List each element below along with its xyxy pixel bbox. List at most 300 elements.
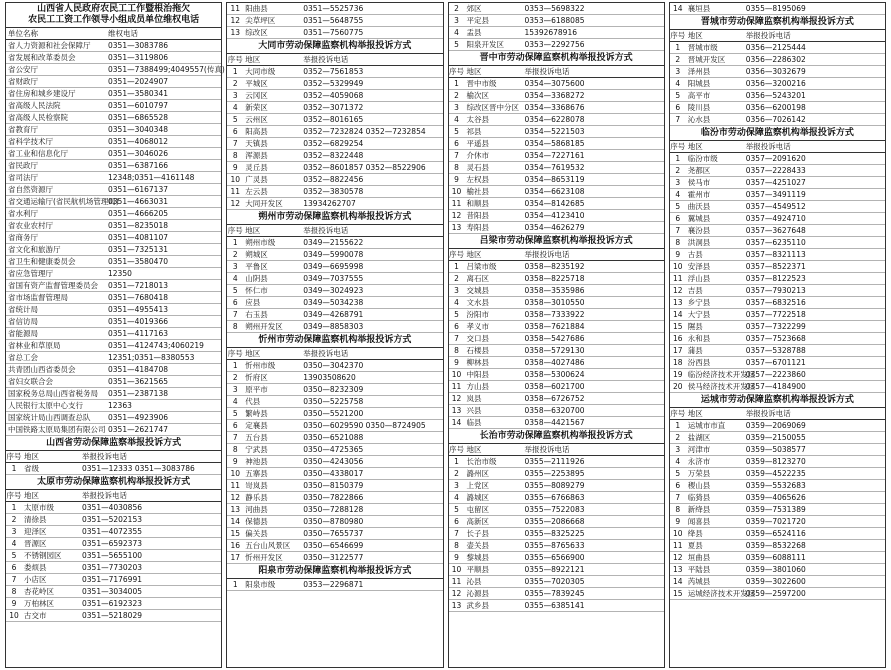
row-phone: 0351—5218029 (82, 611, 142, 620)
row-phone: 0349—4268791 (303, 310, 364, 319)
row-area: 灵石县 (466, 163, 489, 172)
row-area: 洪洞县 (687, 238, 711, 247)
row-phone: 0355—6766863 (524, 493, 585, 502)
row-area: 太谷县 (466, 115, 489, 124)
row-area: 平顺县 (466, 565, 489, 574)
table-row (449, 297, 664, 309)
table-row (6, 40, 221, 52)
row-phone: 0354—3075600 (524, 79, 585, 88)
header-number: 序号 (6, 491, 22, 500)
row-number: 6 (232, 298, 238, 307)
table-row (449, 273, 664, 285)
row-area: 高平市 (687, 91, 711, 100)
row-area: 文水县 (466, 298, 489, 307)
row-phone: 0352—8601857 0352—8522906 (303, 163, 426, 172)
table-row (227, 309, 442, 321)
row-area: 运城市市直 (687, 421, 726, 430)
table-row (449, 492, 664, 504)
row-number: 1 (11, 503, 17, 512)
row-number: 11 (672, 274, 683, 283)
header-number: 序号 (6, 452, 22, 461)
table-row (6, 244, 221, 256)
table-row (449, 456, 664, 468)
row-number: 11 (230, 481, 241, 490)
row-phone: 0357—4549512 (745, 202, 806, 211)
table-row (227, 186, 442, 198)
row-number: 3 (454, 103, 459, 112)
row-phone: 0355—6385141 (524, 601, 585, 610)
row-area: 临汾市级 (687, 154, 718, 163)
row-area: 汾西县 (687, 358, 711, 367)
table-row (449, 540, 664, 552)
row-number: 10 (230, 175, 241, 184)
row-phone: 0359—3022600 (745, 577, 806, 586)
row-phone: 0351—4955413 (108, 305, 168, 314)
row-phone: 0354—7227161 (524, 151, 585, 160)
shuozhou-header (227, 225, 442, 237)
row-phone: 0350—6029590 0350—8724905 (303, 421, 426, 430)
row-area: 大宁县 (687, 310, 711, 319)
row-area: 静乐县 (245, 493, 268, 502)
row-area: 浑源县 (245, 151, 268, 160)
row-phone: 0356—6200198 (745, 103, 806, 112)
row-area: 阳曲县 (245, 4, 268, 13)
row-area: 闻喜县 (687, 517, 711, 526)
row-number: 2 (454, 91, 459, 100)
table-row (6, 400, 221, 412)
row-number: 8 (232, 445, 238, 454)
row-area: 屯留区 (466, 505, 489, 514)
row-area: 寿阳县 (466, 223, 489, 232)
table-row (449, 78, 664, 90)
row-area: 五台山风景区 (245, 541, 291, 550)
row-number: 7 (675, 226, 681, 235)
row-area: 晋城市级 (687, 43, 718, 52)
table-row (227, 360, 442, 372)
datong-header (227, 54, 442, 66)
table-row (227, 3, 442, 15)
province-block (6, 436, 221, 475)
row-number: 7 (232, 433, 238, 442)
row-phone: 0355—8325225 (524, 529, 585, 538)
taiyuan-title: 太原市劳动保障监察机构举报投诉方式 (6, 475, 221, 490)
row-phone: 0352—8322448 (303, 151, 364, 160)
row-number: 4 (232, 103, 238, 112)
header-area: 地区 (687, 409, 703, 418)
table-row (227, 480, 442, 492)
row-area: 临猗县 (687, 493, 711, 502)
row-phone: 0358—4421567 (524, 418, 585, 427)
row-number: 6 (454, 322, 459, 331)
row-area: 临汾经济技术开发区 (687, 370, 756, 379)
row-number: 6 (11, 563, 17, 572)
header-area: 地区 (687, 31, 703, 40)
row-phone: 0351—4923906 (108, 413, 168, 422)
row-phone: 0355—7839245 (524, 589, 585, 598)
row-area: 偏关县 (245, 529, 268, 538)
row-unit-name: 省高级人民检察院 (8, 113, 68, 122)
row-area: 大同市级 (245, 67, 276, 76)
row-phone: 0352—7561853 (303, 67, 364, 76)
lvliang-header (449, 249, 664, 261)
row-number: 8 (232, 322, 238, 331)
row-phone: 0351—3621565 (108, 377, 168, 386)
header-phone: 举报投诉电话 (524, 445, 570, 454)
row-number: 14 (672, 577, 683, 586)
row-area: 潞州区 (466, 469, 489, 478)
member-units-block (6, 3, 225, 436)
row-number: 2 (675, 166, 681, 175)
row-unit-name: 省水利厅 (8, 209, 38, 218)
row-area: 高新区 (466, 517, 489, 526)
row-area: 永和县 (687, 334, 711, 343)
header-phone: 举报投诉电话 (524, 250, 570, 259)
row-unit-name: 省科学技术厅 (8, 137, 53, 146)
row-number: 6 (675, 103, 681, 112)
row-number: 6 (454, 517, 459, 526)
header-area: 地区 (687, 142, 703, 151)
row-number: 4 (454, 298, 459, 307)
row-area: 沁源县 (466, 589, 489, 598)
row-number: 4 (675, 190, 681, 199)
table-row (227, 114, 442, 126)
table-row (670, 90, 885, 102)
member-units-title (6, 3, 221, 28)
row-phone: 0350—4338017 (303, 469, 364, 478)
table-row (449, 516, 664, 528)
row-number: 3 (675, 445, 681, 454)
row-area: 交口县 (466, 334, 489, 343)
table-row (449, 552, 664, 564)
header-phone: 维权电话 (108, 29, 138, 38)
row-area: 怀仁市 (245, 286, 268, 295)
row-phone: 0351—2621747 (108, 425, 168, 434)
table-row (6, 100, 221, 112)
row-area: 介休市 (466, 151, 489, 160)
jinzhong-header (449, 66, 664, 78)
row-phone: 0358—7621884 (524, 322, 585, 331)
table-row (6, 388, 221, 400)
row-phone: 0354—3368676 (524, 103, 585, 112)
row-number: 3 (232, 91, 238, 100)
row-phone: 0351—3034005 (82, 587, 142, 596)
row-area: 汾阳市 (466, 310, 489, 319)
row-unit-name: 省市场监督管理局 (8, 293, 68, 302)
row-number: 1 (232, 238, 238, 247)
row-phone: 0356—7026142 (745, 115, 806, 124)
table-row (227, 198, 442, 210)
table-row (227, 261, 442, 273)
row-area: 阳泉开发区 (466, 40, 504, 49)
table-row (670, 444, 885, 456)
row-phone: 0355—8089279 (524, 481, 585, 490)
row-number: 4 (454, 493, 459, 502)
header-phone: 举报投诉电话 (82, 452, 127, 461)
table-row (227, 174, 442, 186)
row-area: 吕梁市级 (466, 262, 497, 271)
row-phone: 0352—8822456 (303, 175, 364, 184)
table-row (227, 90, 442, 102)
row-number: 11 (451, 382, 462, 391)
row-number: 9 (675, 517, 681, 526)
header-number: 序号 (227, 349, 243, 358)
row-phone: 0351—4068012 (108, 137, 168, 146)
row-area: 山阴县 (245, 274, 268, 283)
row-number: 7 (232, 310, 238, 319)
taiyuan-block (6, 475, 221, 622)
province-header (6, 451, 221, 463)
table-row (670, 42, 885, 54)
table-row (227, 297, 442, 309)
table-row (670, 249, 885, 261)
table-row (227, 372, 442, 384)
row-number: 16 (672, 334, 683, 343)
row-phone: 0350—6521088 (303, 433, 364, 442)
row-unit-name: 省商务厅 (8, 233, 38, 242)
row-area: 晋源区 (24, 539, 47, 548)
yangquan-block (227, 564, 442, 591)
row-area: 阳泉市级 (245, 580, 276, 589)
row-area: 翼城县 (687, 214, 711, 223)
row-phone: 0350—5225758 (303, 397, 364, 406)
row-unit-name: 省总工会 (8, 353, 38, 362)
row-number: 12 (451, 211, 462, 220)
row-phone: 0351—3119806 (108, 53, 168, 62)
row-area: 盐湖区 (687, 433, 711, 442)
row-area: 繁峙县 (245, 409, 268, 418)
shuozhou-block (227, 210, 442, 333)
table-row (227, 321, 442, 333)
row-phone: 0358—3535986 (524, 286, 585, 295)
row-number: 7 (675, 115, 681, 124)
row-unit-name: 省林业和草原局 (8, 341, 61, 350)
row-phone: 0355—8195069 (745, 4, 806, 13)
row-area: 代县 (245, 397, 261, 406)
table-row (6, 256, 221, 268)
row-area: 方山县 (466, 382, 489, 391)
row-phone: 0355—2253895 (524, 469, 585, 478)
row-phone: 0353—5698322 (524, 4, 585, 13)
header-phone: 举报投诉电话 (745, 31, 791, 40)
row-number: 2 (454, 4, 459, 13)
member-units-title-line-1: 山西省人民政府农民工工作暨根治拖欠 (37, 4, 191, 14)
row-phone: 0354—4626279 (524, 223, 585, 232)
row-area: 朔州开发区 (245, 322, 283, 331)
row-number: 8 (454, 163, 459, 172)
table-row (449, 27, 664, 39)
row-number: 5 (454, 40, 459, 49)
row-phone: 0351—7218013 (108, 281, 168, 290)
row-phone: 12348;0351—4161148 (108, 173, 195, 182)
row-phone: 0351—5648755 (303, 16, 364, 25)
table-row (6, 586, 221, 598)
table-row (6, 598, 221, 610)
table-row (449, 261, 664, 273)
row-phone: 0351—8235018 (108, 221, 168, 230)
row-phone: 0358—4027486 (524, 358, 585, 367)
row-number: 1 (454, 79, 459, 88)
row-unit-name: 省妇女联合会 (8, 377, 53, 386)
row-area: 襄汾县 (687, 226, 711, 235)
header-area: 地区 (24, 491, 39, 500)
row-area: 侯马市 (687, 178, 711, 187)
row-area: 沁水县 (687, 115, 711, 124)
row-number: 10 (672, 529, 683, 538)
row-area: 云冈区 (245, 91, 268, 100)
row-phone: 0350—4725365 (303, 445, 364, 454)
table-row (6, 160, 221, 172)
table-row (670, 273, 885, 285)
table-row (670, 165, 885, 177)
row-area: 襄垣县 (687, 4, 711, 13)
row-phone: 0351—4030856 (82, 503, 142, 512)
row-unit-name: 省司法厅 (8, 173, 38, 182)
row-number: 13 (230, 28, 241, 37)
header-number: 序号 (670, 409, 686, 418)
row-number: 7 (454, 529, 459, 538)
row-area: 云州区 (245, 115, 268, 124)
table-row (6, 76, 221, 88)
row-area: 兴县 (466, 406, 482, 415)
table-row (670, 504, 885, 516)
row-phone: 12351;0351—8380553 (108, 353, 195, 362)
row-phone: 0351—2387138 (108, 389, 168, 398)
table-row (6, 514, 221, 526)
row-area: 和顺县 (466, 199, 489, 208)
table-row (227, 102, 442, 114)
row-phone: 0352—3071372 (303, 103, 364, 112)
row-unit-name: 省人力资源和社会保障厅 (8, 41, 91, 50)
row-area: 忻州开发区 (245, 553, 283, 562)
row-number: 3 (11, 527, 17, 536)
header-number: 序号 (449, 250, 464, 259)
table-row (670, 552, 885, 564)
row-number: 2 (675, 433, 681, 442)
row-phone: 0349—6695998 (303, 262, 364, 271)
row-number: 3 (675, 178, 681, 187)
row-number: 3 (232, 385, 238, 394)
row-phone: 0350—7655737 (303, 529, 364, 538)
row-phone: 0350—8232309 (303, 385, 364, 394)
row-number: 11 (230, 4, 241, 13)
yuncheng-title: 运城市劳动保障监察机构举报投诉方式 (670, 393, 885, 408)
row-area: 五寨县 (245, 469, 268, 478)
row-phone: 0355—6566900 (524, 553, 585, 562)
row-number: 12 (451, 394, 462, 403)
row-area: 省级 (24, 464, 39, 473)
row-area: 新荣区 (245, 103, 268, 112)
row-area: 中阳县 (466, 370, 489, 379)
table-row (6, 196, 221, 208)
changzhi-block (449, 429, 664, 612)
jinzhong-block (449, 51, 664, 234)
row-area: 小店区 (24, 575, 47, 584)
row-unit-name: 省财政厅 (8, 77, 38, 86)
row-area: 曲沃县 (687, 202, 711, 211)
row-number: 1 (675, 154, 681, 163)
linfen-header (670, 141, 885, 153)
table-row (6, 502, 221, 514)
yuncheng-block (670, 393, 885, 600)
row-number: 4 (232, 397, 238, 406)
row-area: 古交市 (24, 611, 47, 620)
row-area: 泽州县 (687, 67, 711, 76)
row-area: 右玉县 (245, 310, 268, 319)
row-unit-name: 共青团山西省委员会 (8, 365, 76, 374)
row-number: 20 (672, 382, 683, 391)
row-number: 5 (675, 469, 681, 478)
row-phone: 15392678916 (524, 28, 577, 37)
table-row (670, 516, 885, 528)
row-number: 8 (454, 541, 459, 550)
table-row (6, 136, 221, 148)
row-area: 榆次区 (466, 91, 489, 100)
row-phone: 0357—7722518 (745, 310, 806, 319)
table-row (670, 189, 885, 201)
table-row (227, 528, 442, 540)
table-row (6, 412, 221, 424)
table-row (227, 66, 442, 78)
table-row (670, 528, 885, 540)
row-phone: 0351—4666205 (108, 209, 168, 218)
row-phone: 0355—8922121 (524, 565, 585, 574)
table-row (670, 357, 885, 369)
table-row (670, 114, 885, 126)
row-phone: 0357—6235110 (745, 238, 806, 247)
row-number: 3 (454, 481, 459, 490)
row-area: 朔城区 (245, 250, 268, 259)
table-row (449, 528, 664, 540)
table-row (6, 376, 221, 388)
table-row (6, 220, 221, 232)
row-phone: 0351—7325131 (108, 245, 168, 254)
row-area: 阳城县 (687, 79, 711, 88)
row-number: 12 (230, 493, 241, 502)
row-phone: 0357—6832516 (745, 298, 806, 307)
row-area: 尖草坪区 (245, 16, 276, 25)
row-phone: 0353—6188085 (524, 16, 585, 25)
row-unit-name: 省高级人民法院 (8, 101, 61, 110)
row-area: 晋城开发区 (687, 55, 726, 64)
row-area: 柳林县 (466, 358, 489, 367)
row-phone: 0359—5532683 (745, 481, 806, 490)
table-row (449, 576, 664, 588)
table-row (6, 562, 221, 574)
table-row (227, 78, 442, 90)
table-row (670, 456, 885, 468)
row-area: 阳高县 (245, 127, 268, 136)
table-row (6, 538, 221, 550)
row-number: 5 (454, 127, 459, 136)
row-number: 6 (675, 214, 681, 223)
row-phone: 0354—8142685 (524, 199, 585, 208)
table-row (449, 15, 664, 27)
row-phone: 0359—5038577 (745, 445, 806, 454)
table-row (6, 424, 221, 436)
table-row (449, 162, 664, 174)
row-area: 运城经济技术开发区 (687, 589, 756, 598)
row-area: 霍州市 (687, 190, 711, 199)
row-phone: 0359—8532268 (745, 541, 806, 550)
row-number: 11 (451, 199, 462, 208)
table-row (670, 480, 885, 492)
row-number: 7 (11, 575, 17, 584)
row-phone: 0350—3122577 (303, 553, 364, 562)
row-number: 2 (11, 515, 17, 524)
table-row (227, 444, 442, 456)
row-phone: 0359—2069069 (745, 421, 806, 430)
row-number: 5 (232, 409, 238, 418)
